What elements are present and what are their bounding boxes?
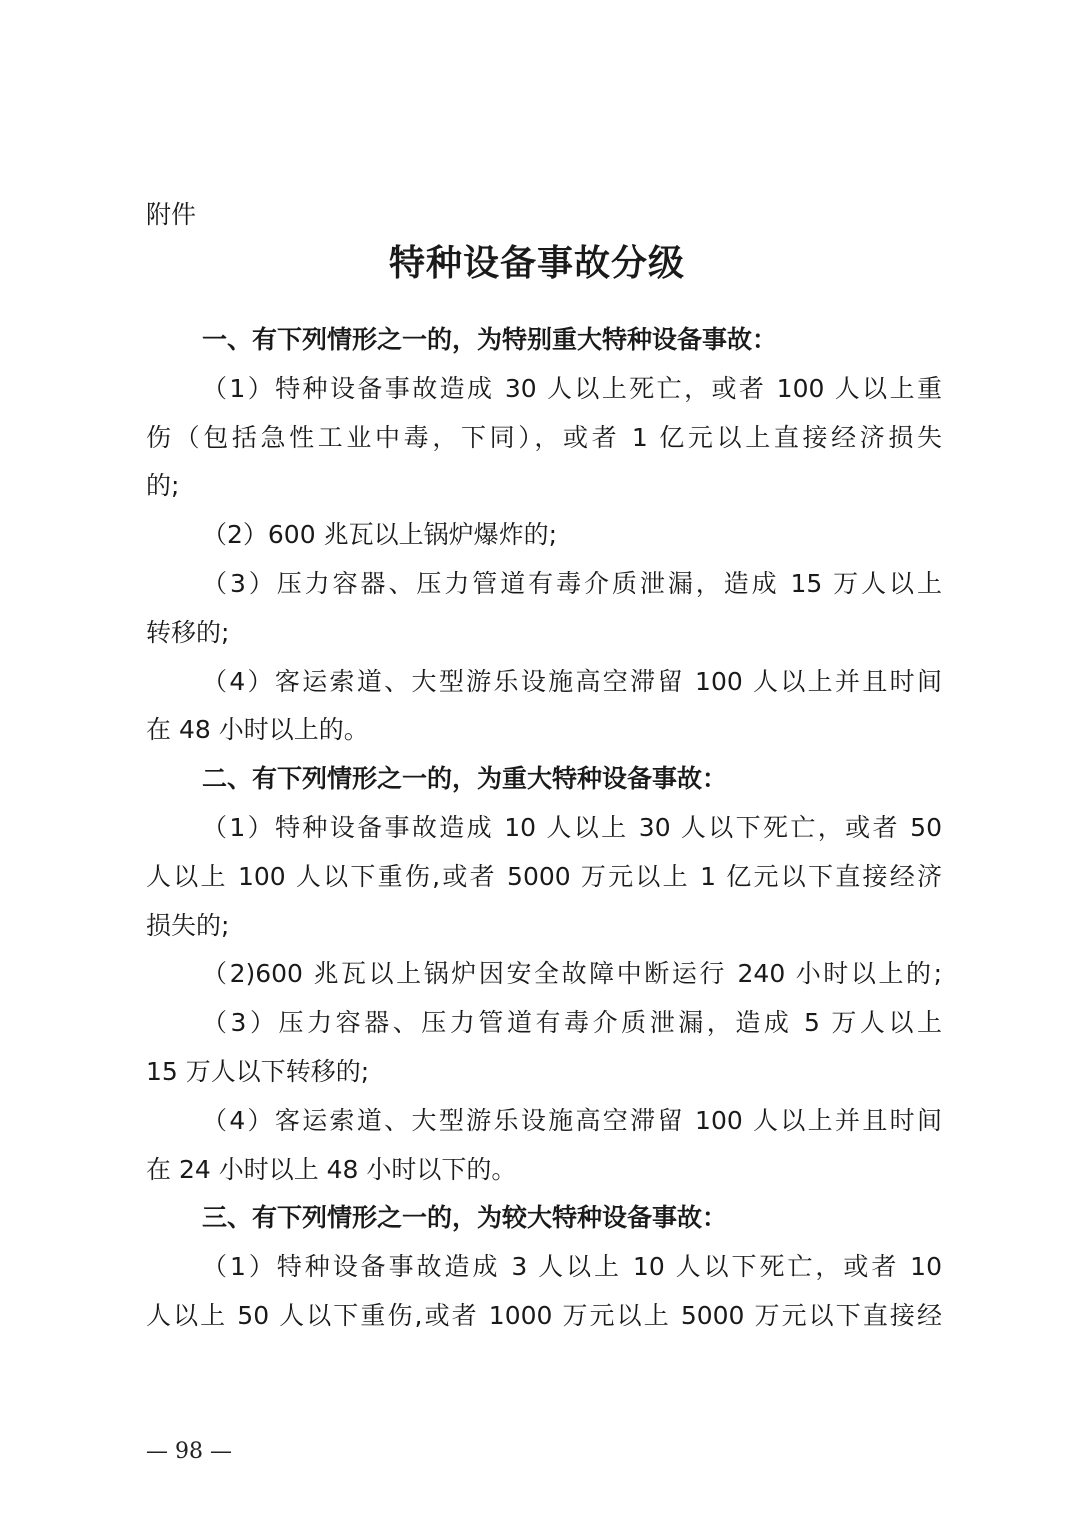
text-line: 转移的; bbox=[146, 617, 230, 647]
section-heading: 一、有下列情形之一的，为特别重大特种设备事故： bbox=[202, 325, 778, 354]
text-line: （2)600 兆瓦以上锅炉因安全故障中断运行 240 小时以上的; bbox=[202, 959, 942, 989]
text-line: 在 48 小时以上的。 bbox=[146, 715, 369, 745]
text-line: 损失的; bbox=[146, 910, 230, 940]
text-line: （2）600 兆瓦以上锅炉爆炸的; bbox=[202, 520, 557, 550]
text-line: （3）压力容器、压力管道有毒介质泄漏，造成 5 万人以上 bbox=[202, 1008, 942, 1038]
section-heading: 三、有下列情形之一的，为较大特种设备事故： bbox=[202, 1203, 728, 1233]
text-line: 的; bbox=[146, 471, 180, 501]
text-line: 15 万人以下转移的; bbox=[146, 1056, 370, 1086]
attachment-label: 附件 bbox=[146, 200, 197, 229]
text-line: 在 24 小时以上 48 小时以下的。 bbox=[146, 1154, 517, 1184]
text-line: （1）特种设备事故造成 10 人以上 30 人以下死亡，或者 50 bbox=[202, 812, 942, 842]
text-line: 伤（包括急性工业中毒，下同），或者 1 亿元以上直接经济损失 bbox=[146, 422, 942, 452]
document-body bbox=[146, 316, 942, 1341]
section-heading: 二、有下列情形之一的，为重大特种设备事故： bbox=[202, 764, 728, 794]
text-line: （1）特种设备事故造成 30 人以上死亡，或者 100 人以上重 bbox=[202, 373, 942, 403]
text-line: （1）特种设备事故造成 3 人以上 10 人以下死亡，或者 10 bbox=[202, 1252, 942, 1282]
document-title: 特种设备事故分级 bbox=[388, 243, 685, 284]
text-line: （4）客运索道、大型游乐设施高空滞留 100 人以上并且时间 bbox=[202, 666, 942, 696]
page-number: — 98 — bbox=[146, 1439, 232, 1464]
text-line: （4）客运索道、大型游乐设施高空滞留 100 人以上并且时间 bbox=[202, 1105, 942, 1135]
text-line: 人以上 50 人以下重伤,或者 1000 万元以上 5000 万元以下直接经 bbox=[146, 1300, 942, 1330]
text-line: 人以上 100 人以下重伤,或者 5000 万元以上 1 亿元以下直接经济 bbox=[146, 861, 942, 891]
text-line: （3）压力容器、压力管道有毒介质泄漏，造成 15 万人以上 bbox=[202, 568, 942, 598]
